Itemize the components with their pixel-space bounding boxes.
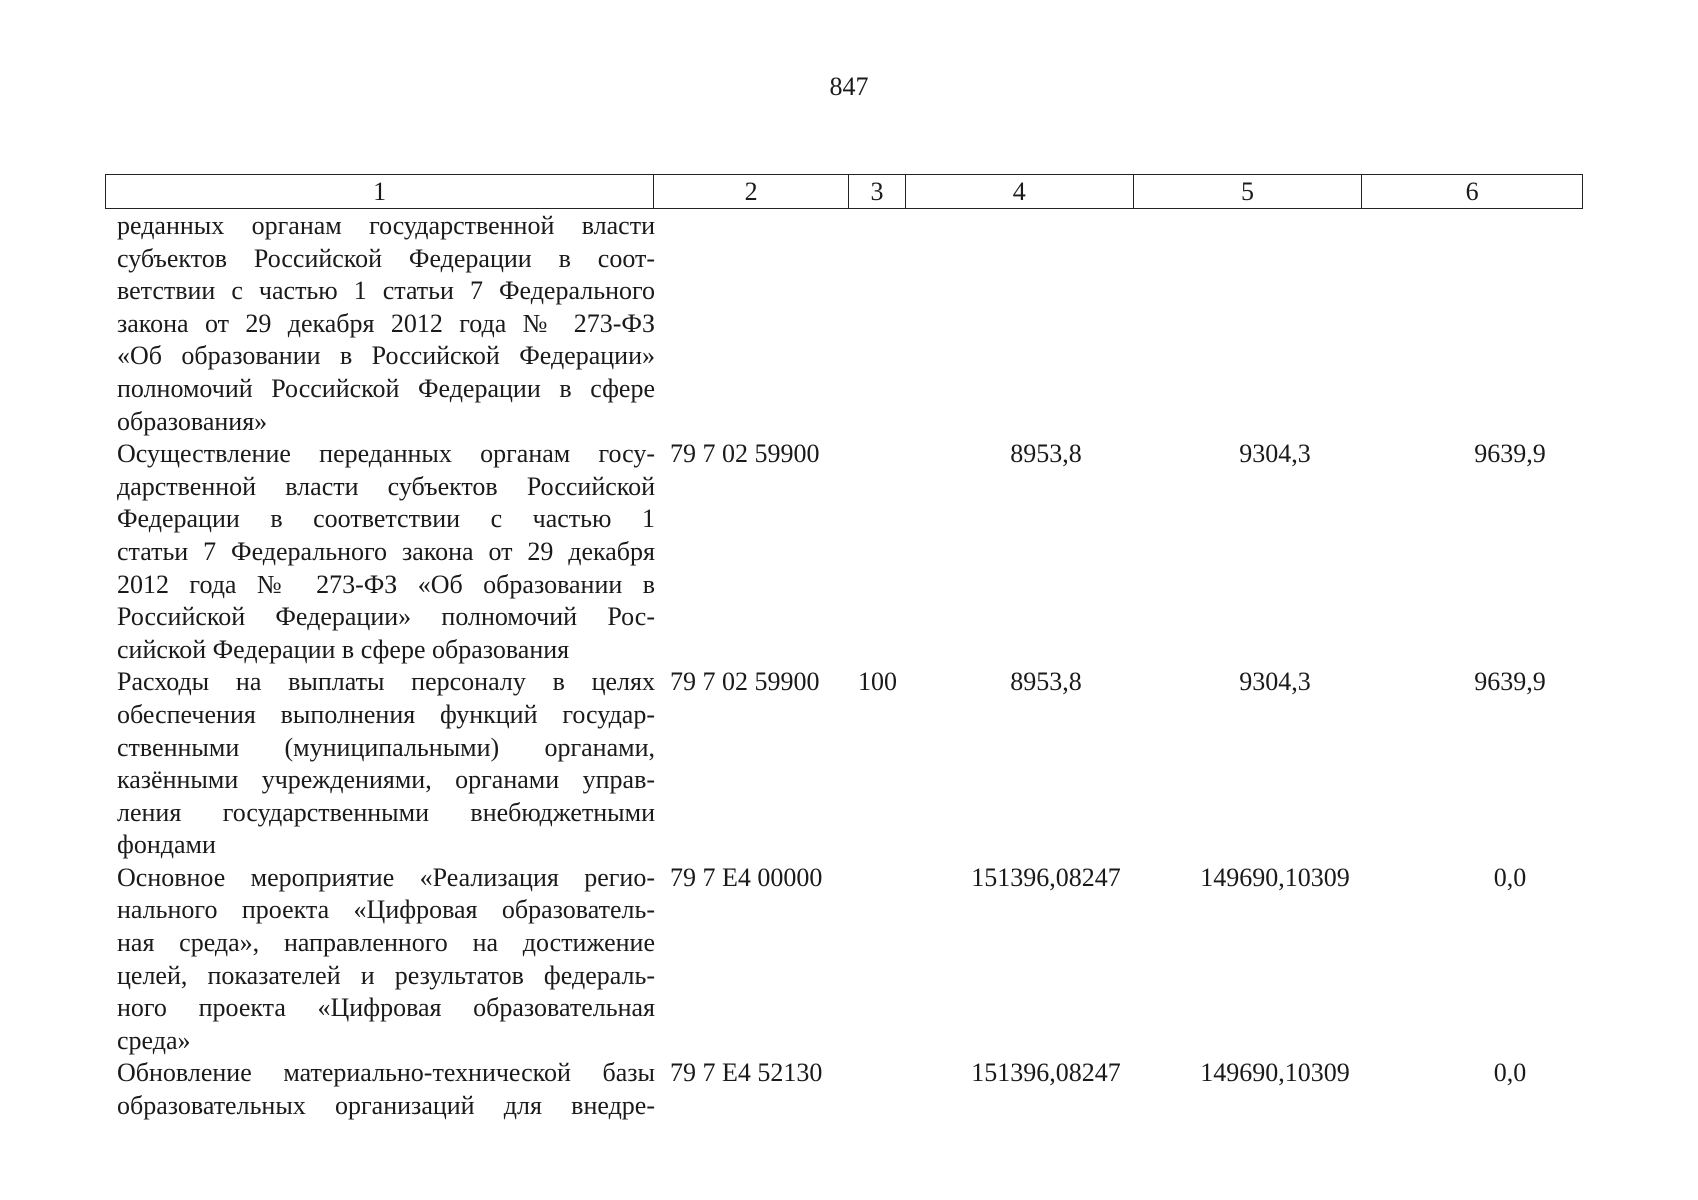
description-line: фондами — [117, 830, 216, 860]
page-number: 847 — [829, 72, 869, 101]
description-line: полномочий Российской Федерации в сфере — [117, 373, 655, 403]
table-body — [105, 210, 1583, 1123]
header-col-6: 6 — [1465, 177, 1479, 206]
description-line: обеспечения выполнения функций государ- — [117, 699, 655, 729]
description-line: ветствии с частью 1 статьи 7 Федерального — [117, 276, 655, 306]
row-description — [105, 1057, 655, 1122]
description-line: «Об образовании в Российской Федерации» — [117, 341, 655, 371]
header-col-3: 3 — [849, 175, 906, 208]
table-row — [105, 1057, 1583, 1122]
header-col-1: 1 — [106, 175, 654, 208]
row-value-4: 8953,8 — [1010, 667, 1082, 697]
description-line: ления государственными внебюджетными — [117, 797, 655, 827]
description-line: казёнными учреждениями, органами управ- — [117, 765, 655, 795]
table-row — [105, 210, 1583, 438]
description-line: нального проекта «Цифровая образователь- — [117, 895, 655, 925]
row-value-4: 8953,8 — [1010, 439, 1082, 469]
row-code: 79 7 E4 00000 — [670, 862, 823, 892]
row-value-5: 149690,10309 — [1200, 862, 1350, 892]
row-description — [105, 210, 655, 438]
table-row — [105, 862, 1583, 1058]
row-description — [105, 862, 655, 1058]
row-description — [105, 666, 655, 862]
description-line: сийской Федерации в сфере образования — [117, 634, 570, 664]
description-line: закона от 29 декабря 2012 года № 273-ФЗ — [117, 308, 655, 338]
table-row — [105, 666, 1583, 862]
row-value-4: 151396,08247 — [971, 1058, 1121, 1088]
description-line: Российской Федерации» полномочий Рос- — [117, 602, 655, 632]
row-code: 79 7 02 59900 — [670, 439, 820, 469]
description-line: статьи 7 Федерального закона от 29 декабря — [117, 536, 655, 566]
description-line: Федерации в соответствии с частью 1 — [117, 504, 655, 534]
table-row — [105, 438, 1583, 666]
description-line: ная среда», направленного на достижение — [117, 928, 655, 958]
row-value-5: 9304,3 — [1239, 439, 1311, 469]
row-description — [105, 438, 655, 666]
description-line: среда» — [117, 1025, 191, 1055]
table-header — [105, 174, 1583, 209]
row-code: 79 7 E4 52130 — [670, 1058, 823, 1088]
description-line: образования» — [117, 406, 268, 436]
row-value-5: 149690,10309 — [1200, 1058, 1350, 1088]
row-value-6: 9639,9 — [1474, 667, 1546, 697]
row-value-5: 9304,3 — [1239, 667, 1311, 697]
description-line: дарственной власти субъектов Российской — [117, 471, 655, 501]
description-line: ственными (муниципальными) органами, — [117, 732, 655, 762]
row-value-6: 0,0 — [1493, 862, 1527, 892]
description-line: целей, показателей и результатов федераль- — [117, 960, 655, 990]
description-line: Обновление материально-технической базы — [117, 1058, 655, 1088]
description-line: реданных органам государственной власти — [117, 211, 655, 240]
description-line: 2012 года № 273-ФЗ «Об образовании в — [117, 569, 655, 599]
header-col-2: 2 — [654, 175, 849, 208]
description-line: Расходы на выплаты персоналу в целях — [117, 667, 655, 697]
row-code: 79 7 02 59900 — [670, 667, 820, 697]
description-line: Осуществление переданных органам госу- — [117, 439, 655, 469]
row-value-4: 151396,08247 — [971, 862, 1121, 892]
description-line: ного проекта «Цифровая образовательная — [117, 993, 655, 1023]
description-line: субъектов Российской Федерации в соот- — [117, 243, 655, 273]
row-value-6: 9639,9 — [1474, 439, 1546, 469]
row-type: 100 — [858, 667, 897, 697]
row-value-6: 0,0 — [1493, 1058, 1527, 1088]
description-line: образовательных организаций для внедре- — [117, 1091, 655, 1121]
description-line: Основное мероприятие «Реализация регио- — [117, 862, 655, 892]
header-col-5: 5 — [1134, 175, 1363, 208]
header-col-4: 4 — [906, 175, 1134, 208]
